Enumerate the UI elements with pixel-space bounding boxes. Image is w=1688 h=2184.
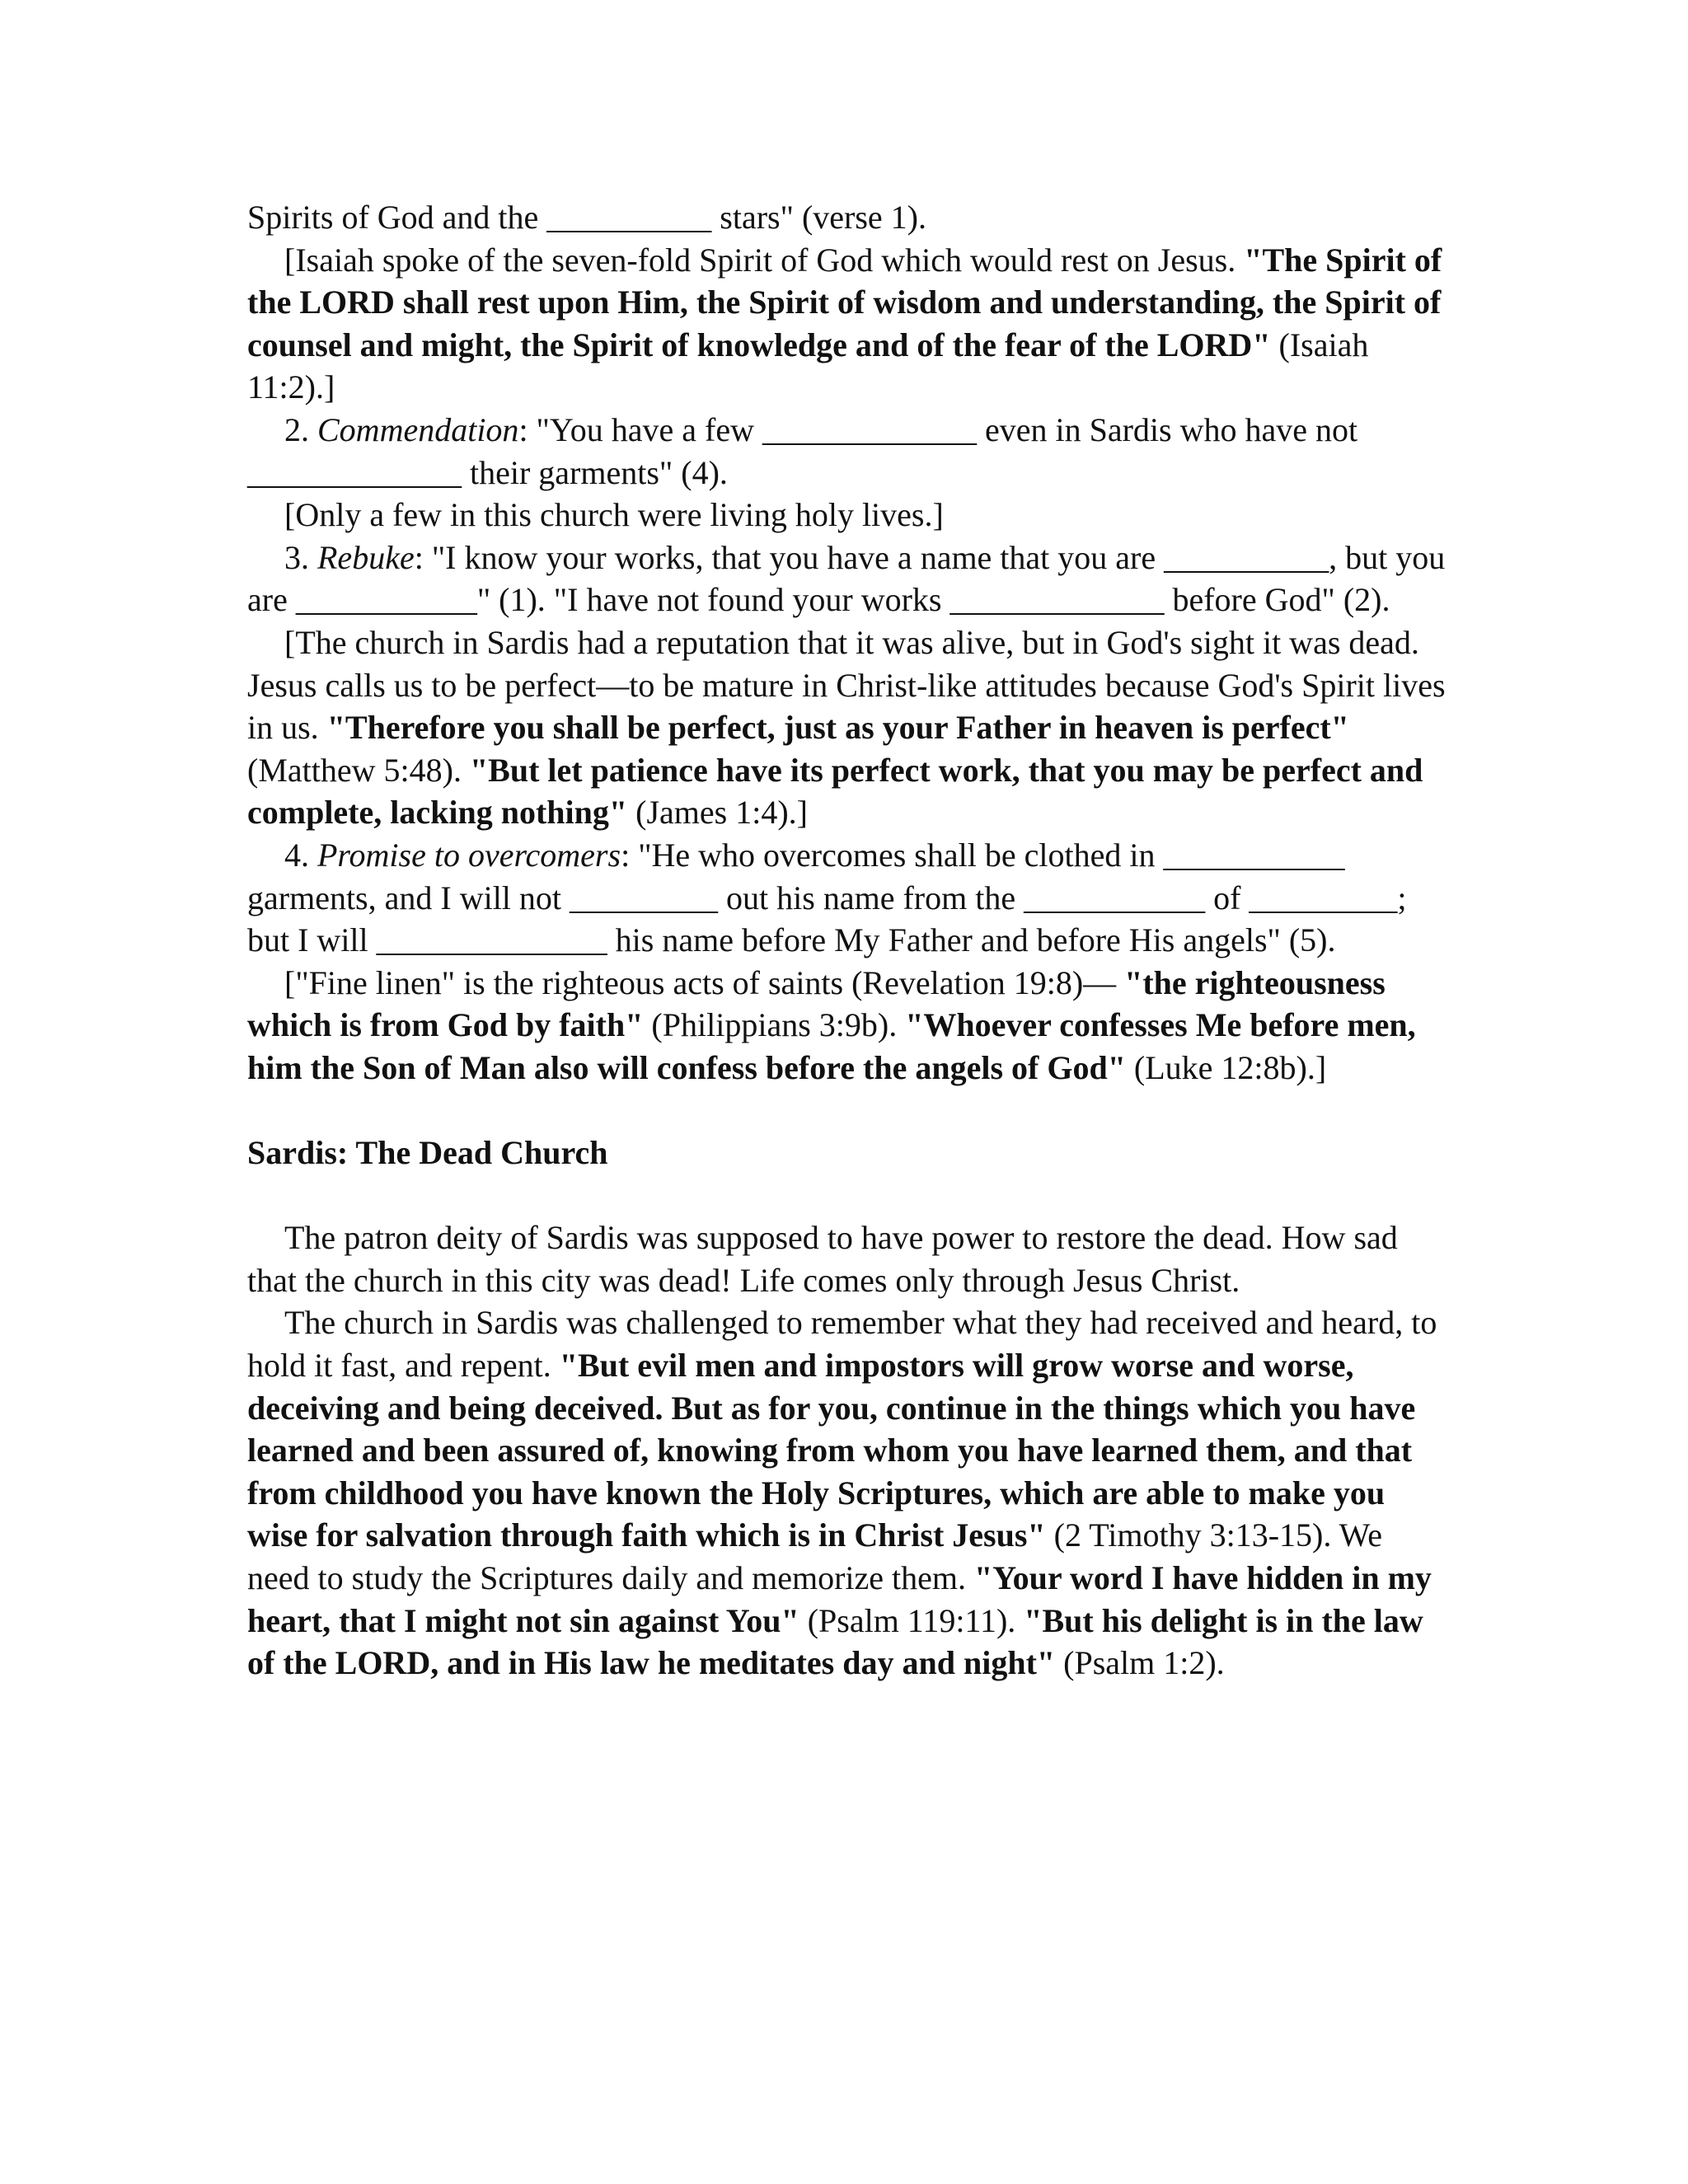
bold-scripture-text: "Therefore you shall be perfect, just as your Father in heaven is perfect" [326,709,1349,747]
paragraph-p3 [247,409,1451,494]
body-text: The patron deity of Sardis was supposed to have power to restore the dead. How sad that the church in this city was dead! Life comes only through Jesus Christ. [247,1219,1406,1299]
bold-scripture-text: "The Spirit of the LORD shall rest upon Him, the Spirit of wisdom and understanding, the Spirit of counsel and might, the Spirit of knowledge and of the fear of the LORD" [247,241,1451,363]
italic-label-text: Rebuke [317,538,415,576]
body-text: 2. [284,410,317,448]
body-text: [Isaiah spoke of the seven-fold Spirit of God which would rest on Jesus. [284,241,1245,279]
bold-scripture-text: "Your word I have hidden in my heart, that I might not sin against You" [247,1559,1440,1639]
paragraph-p5 [247,537,1454,621]
bold-scripture-text: "But let patience have its perfect work, that you may be perfect and complete, lacking nothing" [247,751,1432,832]
paragraph-p10 [247,1301,1451,1684]
body-text: 3. [284,538,317,576]
body-text: (Luke 12:8b).] [1125,1048,1327,1086]
body-text: [Only a few in this church were living holy lives.] [284,496,944,534]
italic-label-text: Promise to overcomers [317,836,621,874]
body-text: (Philippians 3:9b). [643,1006,906,1044]
section-heading: Sardis: The Dead Church [247,1134,608,1172]
body-text: 4. [284,836,317,874]
bold-scripture-text: "Whoever confesses Me before men, him the Son of Man also will confess before the angels of God" [247,1006,1424,1086]
document-page [247,196,1454,1685]
paragraph-p9 [247,1216,1451,1301]
paragraph-p1 [247,196,1451,239]
body-text: : "You have a few _____________ even in Sardis who have not _____________ their garments" (4). [247,410,1367,491]
section-after-heading [247,1216,1451,1685]
body-text: (Isaiah 11:2).] [247,326,1377,406]
body-text: ["Fine linen" is the righteous acts of saints (Revelation 19:8)— [284,963,1125,1001]
paragraph-p7 [247,834,1451,962]
bold-scripture-text: "But his delight is in the law of the LORD, and in His law he meditates day and night" [247,1601,1432,1682]
body-text: Spirits of God and the __________ stars" (verse 1). [247,199,926,236]
paragraph-p2 [247,239,1451,409]
body-text: (James 1:4).] [627,794,808,832]
bold-scripture-text: "But evil men and impostors will grow worse and worse, deceiving and being deceived. But as for you, continue in the things which you have learned and been assured of, knowing from whom you have learned them, and that from childhood you have known the Holy Scriptures, which are able to make you wise for salvation through faith which is in Christ Jesus" [247,1347,1424,1554]
body-text: (Matthew 5:48). [247,709,1357,789]
section-before-heading [247,196,1454,1089]
italic-label-text: Commendation [317,410,519,448]
body-text: (Psalm 119:11). [799,1601,1025,1639]
bold-scripture-text: "the righteousness which is from God by faith" [247,963,1394,1044]
paragraph-p6 [247,621,1454,834]
paragraph-p8 [247,962,1451,1090]
body-text: : "I know your works, that you have a name that you are __________, but you are ___________" (1). "I have not found your works _____________ before God" (2). [247,538,1454,619]
body-text: [The church in Sardis had a reputation that it was alive, but in God's sight it was dead. Jesus calls us to be perfect—to be mature in Christ-like attitudes because God's Spirit lives in us. [247,623,1454,747]
body-text: The church in Sardis was challenged to remember what they had received and heard, to hold it fast, and repent. [247,1304,1446,1385]
body-text: : "He who overcomes shall be clothed in ___________ garments, and I will not _________ out his name from the ___________ of _________; but I will ______________ his name before My Father and before His angels" (5). [247,836,1415,959]
body-text: (2 Timothy 3:13-15). We need to study the Scriptures daily and memorize them. [247,1516,1390,1596]
paragraph-p4 [247,494,1451,537]
body-text: (Psalm 1:2). [1055,1644,1225,1682]
